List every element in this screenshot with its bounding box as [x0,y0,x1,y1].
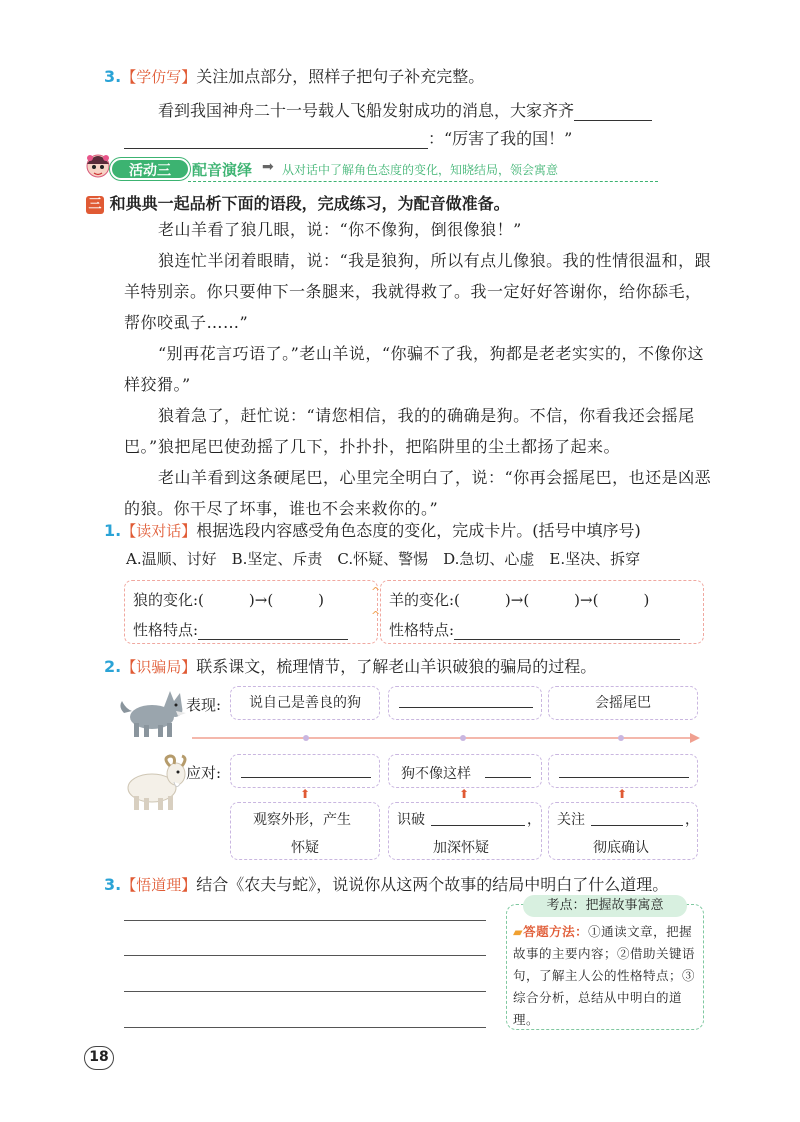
q3-top-prompt [104,64,484,87]
activity-header [84,152,584,184]
story-para-6: 老山羊看到这条硬尾巴，心里完全明白了，说：“你再会摇尾巴，也还是凶恶的狼。你干尽了坏事，谁也不会来救你的。” [124,468,712,518]
sheep-box-2-text: 狗不像这样 [401,766,471,782]
answer-blank[interactable] [399,707,533,708]
q1-text: 根据选段内容感受角色态度的变化，完成卡片。(括号中填序号) [196,521,641,540]
tip-label: 答题方法： [523,924,589,939]
timeline-arrow [188,730,702,746]
activity-subtitle: 从对话中了解角色态度的变化，知晓结局，领会寓意 [282,163,559,177]
q1-tag: 【读对话】 [121,522,197,540]
reason-box-2-line2: 加深怀疑 [433,840,489,856]
wolf-trait-label: 性格特点: [133,621,199,639]
sheep-icon [118,752,188,812]
reason-box-3 [548,802,698,860]
activity-underline [188,181,658,182]
answer-blank[interactable] [574,103,652,121]
q3-top-text: 关注加点部分，照样子把句子补充完整。 [196,67,485,86]
arrow-icon: ➡ [262,159,274,175]
q1-prompt [104,518,641,541]
up-arrow-icon: ⬆ [459,787,470,801]
answer-blank[interactable] [454,624,680,640]
answer-blank[interactable] [591,825,683,826]
answer-line-4[interactable] [124,1027,486,1028]
story-para-5: 狼把尾巴使劲摇了几下，扑扑扑，把陷阱里的尘土都扬了起来。 [158,437,621,456]
q3-top-line2 [124,126,572,149]
reason-box-3-line2: 彻底确认 [593,840,649,856]
up-arrow-icon: ⬆ [300,787,311,801]
wolf-box-2 [388,686,542,720]
answer-blank[interactable] [559,777,689,778]
story-para-1: 老山羊看了狼几眼，说：“你不像狗，倒很像狼！” [158,220,522,239]
wolf-box-3-text: 会摇尾巴 [595,695,651,711]
wolf-row-label: 表现: [186,696,222,714]
wolf-box-1-text: 说自己是善良的狗 [249,695,361,711]
q3-top-number: 3. [104,67,122,86]
wolf-box-1 [230,686,380,720]
reason-box-2-line1: 识破 [397,812,425,828]
answer-blank[interactable] [198,624,348,640]
wolf-icon [116,683,186,739]
wolf-trait [133,619,348,640]
q3-text: 结合《农夫与蛇》，说说你从这两个故事的结局中明白了什么道理。 [196,875,669,894]
q3-top-line2-text: ：“厉害了我的国！” [428,129,573,148]
q3-top-tag: 【学仿写】 [121,68,197,86]
q3-number: 3. [104,875,122,894]
answer-line-2[interactable] [124,955,486,956]
q2-number: 2. [104,657,122,676]
mascot-icon [84,152,112,184]
q3-tag: 【悟道理】 [121,876,197,894]
reason-box-1-line1: 观察外形，产生 [253,812,351,828]
page-number-text: 18 [89,1049,109,1065]
tip-header [523,895,687,917]
q2-tag: 【识骗局】 [121,658,197,676]
sheep-row-label: 应对: [186,764,222,782]
answer-blank[interactable] [124,131,428,149]
page-number [84,1046,114,1070]
reason-box-2 [388,802,542,860]
wolf-box-3 [548,686,698,720]
list-icon: 三 [86,196,104,214]
intro-line [86,191,510,214]
story-para-3: “别再花言巧语了。”老山羊说，“你骗不了我，狗都是老老实实的，不像你这样狡猾。” [124,344,705,394]
activity-label-text: 活动三 [129,163,171,179]
q3-top-line1-text: 看到我国神舟二十一号载人飞船发射成功的消息，大家齐齐 [158,101,575,120]
sheep-box-1 [230,754,380,788]
sheep-trait [389,619,680,640]
sheep-box-2 [388,754,542,788]
activity-title: 配音演绎 [192,161,253,179]
link-icon: ^ ^ [371,585,381,622]
up-arrow-icon: ⬆ [617,787,628,801]
sheep-card [380,580,704,644]
q2-text: 联系课文，梳理情节，了解老山羊识破狼的骗局的过程。 [196,657,597,676]
reason-box-1-line2: 怀疑 [291,840,319,856]
answer-line-1[interactable] [124,920,486,921]
wolf-card [124,580,381,644]
answer-line-3[interactable] [124,991,486,992]
tip-box [506,898,704,1030]
sheep-change[interactable]: 羊的变化:( )→( )→( ) [389,591,650,609]
reason-box-1 [230,802,380,860]
story-para-4: 狼着急了，赶忙说：“请您相信，我的的确确是狗。不信，你看我还会摇尾巴。” [124,406,695,456]
folder-icon: ▰ [513,924,524,939]
comma: ， [527,812,541,828]
reason-box-3-line1: 关注 [557,812,585,828]
answer-blank[interactable] [485,777,531,778]
q1-number: 1. [104,521,122,540]
activity-label [110,158,190,180]
tip-body [513,921,699,1031]
answer-blank[interactable] [431,825,525,826]
comma: ， [685,812,699,828]
tip-body-text: ①通读文章，把握故事的主要内容；②借助关键语句，了解主人公的性格特点；③综合分析，总结从中明白的道理。 [513,924,696,1027]
sheep-box-3 [548,754,698,788]
q3-top-line1 [158,98,652,121]
intro-text: 和典典一起品析下面的语段，完成练习，为配音做准备。 [109,194,510,213]
story-para-2: 狼连忙半闭着眼睛，说：“我是狼狗，所以有点儿像狼。我的性情很温和，跟羊特别亲。你只要伸下一条腿来，我就得救了。我一定好好答谢你，给你舔毛，帮你咬虱子……” [124,251,712,332]
wolf-change[interactable]: 狼的变化:( )→( ) [133,591,325,609]
q3-prompt [104,872,668,895]
q2-prompt [104,654,596,677]
sheep-trait-label: 性格特点: [389,621,455,639]
q1-options: A.温顺、讨好 B.坚定、斥责 C.怀疑、警惕 D.急切、心虚 E.坚决、拆穿 [126,550,641,568]
tip-header-text: 考点：把握故事寓意 [546,898,664,913]
answer-blank[interactable] [241,777,371,778]
